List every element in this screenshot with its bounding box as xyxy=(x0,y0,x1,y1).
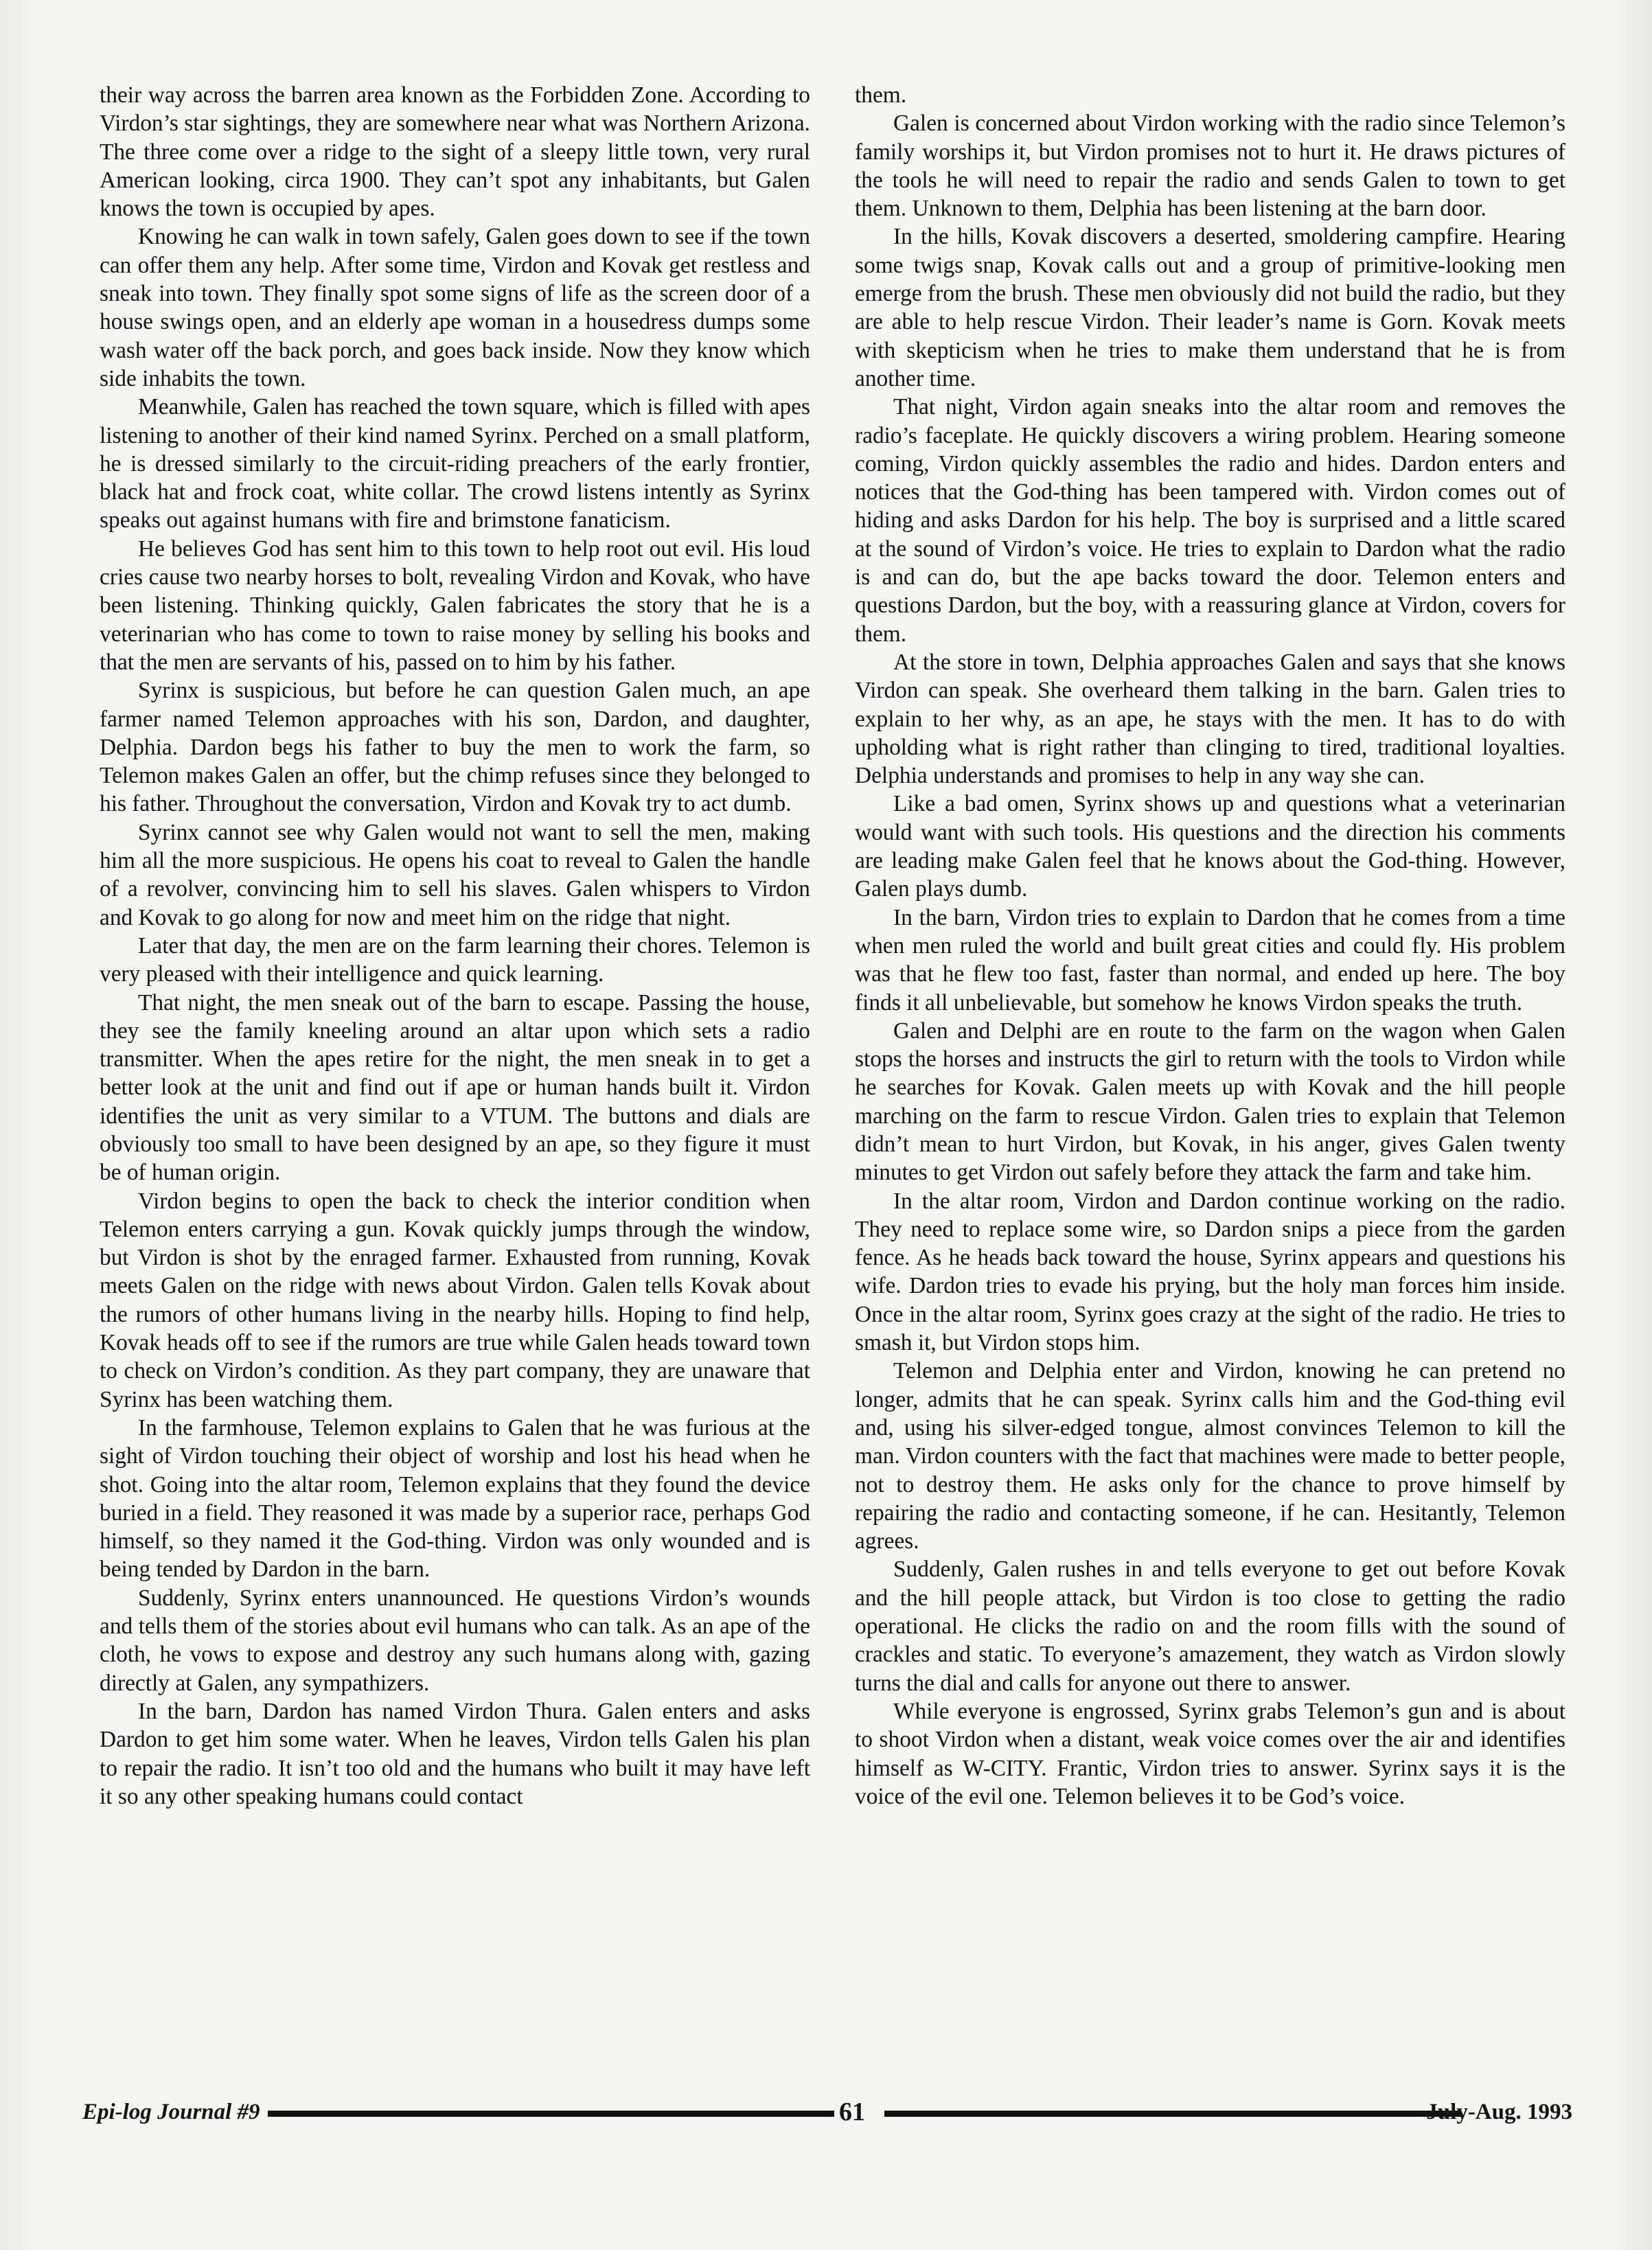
paragraph: them. xyxy=(855,82,907,108)
journal-title: Epi-log Journal #9 xyxy=(82,2100,260,2124)
paragraph: Galen is concerned about Virdon working with the radio since Telemon’s family worships it, but Virdon promises not to hurt it. He draws pictures of the tools he will need to repair the radio and sends Galen to town to get them. Unknown to them, Delphia has been listening at the barn door. xyxy=(855,111,1565,222)
paragraph: Virdon begins to open the back to check the interior condition when Telemon enters carrying a gun. Kovak quickly jumps through the window, but Virdon is shot by the enraged farmer. Exhausted from running, Kovak meets Galen on the ridge with news about Virdon. Galen tells Kovak about the rumors of other humans living in the nearby hills. Hoping to find help, Kovak heads off to see if the rumors are true while Galen heads toward town to check on Virdon’s condition. As they part company, they are unaware that Syrinx has been watching them. xyxy=(100,1188,810,1412)
right-column xyxy=(855,81,1565,1811)
paragraph: At the store in town, Delphia approaches Galen and says that she knows Virdon can speak. She overheard them talking in the barn. Galen tries to explain to her why, as an ape, he stays with the men. It has to do with upholding what is right rather than clinging to tired, traditional loyalties. Delphia understands and promises to help in any way she can. xyxy=(855,649,1565,789)
paragraph: That night, the men sneak out of the barn to escape. Passing the house, they see the family kneeling around an altar upon which sets a radio transmitter. When the apes retire for the night, the men sneak in to get a better look at the unit and find out if ape or human hands built it. Virdon identifies the unit as very similar to a VTUM. The buttons and dials are obviously too small to have been designed by an ape, so they figure it must be of human origin. xyxy=(100,989,810,1186)
paragraph: Syrinx cannot see why Galen would not want to sell the men, making him all the more suspicious. He opens his coat to reveal to Galen the handle of a revolver, convincing him to sell his slaves. Galen whispers to Virdon and Kovak to go along for now and meet him on the ridge that night. xyxy=(100,819,810,930)
left-column xyxy=(100,81,810,1811)
paragraph: In the altar room, Virdon and Dardon continue working on the radio. They need to replace some wire, so Dardon snips a piece from the garden fence. As he heads back toward the house, Syrinx appears and questions his wife. Dardon tries to evade his prying, but the holy man forces him inside. Once in the altar room, Syrinx goes crazy at the sight of the radio. He tries to smash it, but Virdon stops him. xyxy=(855,1188,1565,1356)
paragraph: That night, Virdon again sneaks into the altar room and removes the radio’s faceplate. He quickly discovers a wiring problem. Hearing someone coming, Virdon quickly assembles the radio and hides. Dardon enters and notices that the God-thing has been tampered with. Virdon comes out of hiding and asks Dardon for his help. The boy is surprised and a little scared at the sound of Virdon’s voice. He tries to explain to Dardon what the radio is and can do, but the ape backs toward the door. Telemon enters and questions Dardon, but the boy, with a reassuring glance at Virdon, covers for them. xyxy=(855,394,1565,647)
paragraph: Suddenly, Syrinx enters unannounced. He questions Virdon’s wounds and tells them of the stories about evil humans who can talk. As an ape of the cloth, he vows to expose and destroy any such humans along with, gazing directly at Galen, any sympathizers. xyxy=(100,1585,810,1696)
paragraph: Like a bad omen, Syrinx shows up and questions what a veterinarian would want with such tools. His questions and the direction his comments are leading make Galen feel that he knows about the God-thing. However, Galen plays dumb. xyxy=(855,791,1565,902)
paragraph: Knowing he can walk in town safely, Galen goes down to see if the town can offer them any help. After some time, Virdon and Kovak get restless and sneak into town. They finally spot some signs of life as the screen door of a house swings open, and an elderly ape woman in a housedress dumps some wash water off the back porch, and goes back inside. Now they know which side inhabits the town. xyxy=(100,224,810,391)
paragraph: Syrinx is suspicious, but before he can question Galen much, an ape farmer named Telemon approaches with his son, Dardon, and daughter, Delphia. Dardon begs his father to buy the men to work the farm, so Telemon makes Galen an offer, but the chimp refuses since they belonged to his father. Throughout the conversation, Virdon and Kovak try to act dumb. xyxy=(100,678,810,817)
paragraph: Telemon and Delphia enter and Virdon, knowing he can pretend no longer, admits that he can speak. Syrinx calls him and the God-thing evil and, using his silver-edged tongue, almost convinces Telemon to kill the man. Virdon counters with the fact that machines were made to better people, not to destroy them. He asks only for the chance to prove himself by repairing the radio and contacting someone, if he can. Hesitantly, Telemon agrees. xyxy=(855,1358,1565,1554)
paragraph: Suddenly, Galen rushes in and tells everyone to get out before Kovak and the hill people attack, but Virdon is too close to getting the radio operational. He clicks the radio on and the room fills with the sound of crackles and static. To everyone’s amazement, they watch as Virdon slowly turns the dial and calls for anyone out there to answer. xyxy=(855,1557,1565,1696)
paragraph: In the farmhouse, Telemon explains to Galen that he was furious at the sight of Virdon touching their object of worship and lost his head when he shot. Going into the altar room, Telemon explains that they found the device buried in a field. They reasoned it was made by a superior race, perhaps God himself, so they named it the God-thing. Virdon was only wounded and is being tended by Dardon in the barn. xyxy=(100,1414,810,1583)
issue-date: July-Aug. 1993 xyxy=(1426,2100,1572,2124)
paragraph: While everyone is engrossed, Syrinx grabs Telemon’s gun and is about to shoot Virdon when a distant, weak voice comes over the air and identifies himself as W-CITY. Frantic, Virdon tries to answer. Syrinx says it is the voice of the evil one. Telemon believes it to be God’s voice. xyxy=(855,1698,1565,1809)
paragraph: He believes God has sent him to this town to help root out evil. His loud cries cause two nearby horses to bolt, revealing Virdon and Kovak, who have been listening. Thinking quickly, Galen fabricates the story that he is a veterinarian who has come to town to raise money by selling his books and that the men are servants of his, passed on to him by his father. xyxy=(100,536,810,675)
paragraph: In the barn, Virdon tries to explain to Dardon that he comes from a time when men ruled the world and built great cities and could fly. His problem was that he flew too fast, faster than normal, and ended up here. The boy finds it all unbelievable, but somehow he knows Virdon speaks the truth. xyxy=(855,904,1565,1015)
page-footer xyxy=(82,2096,1572,2130)
paragraph: Later that day, the men are on the farm learning their chores. Telemon is very pleased with their intelligence and quick learning. xyxy=(100,932,810,987)
paragraph: Meanwhile, Galen has reached the town square, which is filled with apes listening to another of their kind named Syrinx. Perched on a small platform, he is dressed similarly to the circuit-riding preachers of the early frontier, black hat and frock coat, white collar. The crowd listens intently as Syrinx speaks out against humans with fire and brimstone fanaticism. xyxy=(100,394,810,533)
footer-rule-right xyxy=(884,2111,1461,2117)
paragraph: In the hills, Kovak discovers a deserted, smoldering campfire. Hearing some twigs snap, Kovak calls out and a group of primitive-looking men emerge from the brush. These men obviously did not build the radio, but they are able to help rescue Virdon. Their leader’s name is Gorn. Kovak meets with skepticism when he tries to make them understand that he is from another time. xyxy=(855,224,1565,391)
paragraph: their way across the barren area known as the Forbidden Zone. According to Virdon’s star sightings, they are somewhere near what was Northern Arizona. The three come over a ridge to the sight of a sleepy little town, very rural American looking, circa 1900. They can’t spot any inhabitants, but Galen knows the town is occupied by apes. xyxy=(100,82,810,222)
footer-rule-left xyxy=(268,2111,834,2117)
paragraph: Galen and Delphi are en route to the farm on the wagon when Galen stops the horses and instructs the girl to return with the tools to Virdon while he searches for Kovak. Galen meets up with Kovak and the hill people marching on the farm to rescue Virdon. Galen tries to explain that Telemon didn’t mean to hurt Virdon, but Kovak, in his anger, gives Galen twenty minutes to get Virdon out safely before they attack the farm and take him. xyxy=(855,1018,1565,1186)
paragraph: In the barn, Dardon has named Virdon Thura. Galen enters and asks Dardon to get him some water. When he leaves, Virdon tells Galen his plan to repair the radio. It isn’t too old and the humans who built it may have left it so any other speaking humans could contact xyxy=(100,1698,810,1809)
page-number: 61 xyxy=(839,2098,865,2126)
